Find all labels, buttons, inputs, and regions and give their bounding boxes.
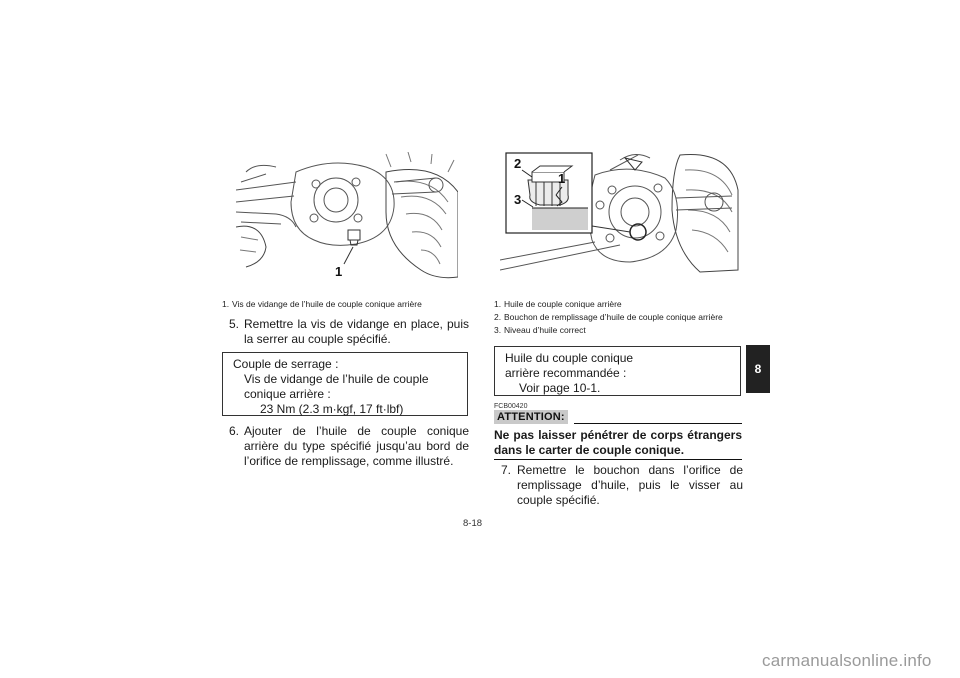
section-tab: 8 bbox=[746, 345, 770, 393]
callout-1: 1 bbox=[335, 264, 343, 279]
step-7: 7. Remettre le bouchon dans l’orifice de remplissage d’huile, puis le visser au couple spécifié. bbox=[501, 463, 743, 507]
figure-right-caption bbox=[494, 298, 744, 337]
rear-drive-drain-bolt-illustration bbox=[236, 152, 458, 282]
oil-value: Voir page 10-1. bbox=[519, 381, 601, 395]
attention-badge: ATTENTION: bbox=[494, 410, 568, 424]
page-number: 8-18 bbox=[463, 518, 483, 529]
attention-rule bbox=[574, 423, 742, 424]
attention-header bbox=[494, 410, 742, 424]
caption-row: 1. Vis de vidange de l’huile de couple conique arrière bbox=[222, 299, 422, 309]
figure-left-caption bbox=[222, 298, 472, 311]
oil-title: Huile du couple conique arrière recommandée : bbox=[505, 351, 634, 380]
callout-2: 2 bbox=[514, 156, 522, 171]
torque-spec-box bbox=[222, 352, 468, 416]
watermark: carmanualsonline.info bbox=[762, 651, 932, 670]
attention-code: FCB00420 bbox=[494, 403, 528, 410]
attention-text: Ne pas laisser pénétrer de corps étrangers dans le carter de couple conique. bbox=[494, 428, 742, 457]
torque-title: Couple de serrage : bbox=[233, 357, 339, 371]
oil-spec-box bbox=[494, 346, 741, 396]
attention-bottom-rule bbox=[494, 459, 742, 460]
caption-row: 1. Huile de couple conique arrière bbox=[494, 299, 622, 309]
callout-3: 3 bbox=[514, 192, 522, 207]
torque-value: 23 Nm (2.3 m·kgf, 17 ft·lbf) bbox=[260, 402, 404, 416]
caption-row: 2. Bouchon de remplissage d’huile de couple conique arrière bbox=[494, 312, 723, 322]
torque-item: Vis de vidange de l’huile de couple conique arrière : bbox=[244, 372, 429, 401]
rear-drive-filler-illustration bbox=[500, 150, 740, 275]
callout-1: 1 bbox=[558, 171, 566, 186]
step-5: 5. Remettre la vis de vidange en place, puis la serrer au couple spécifié. bbox=[229, 317, 469, 346]
step-6: 6. Ajouter de l’huile de couple conique arrière du type spécifié jusqu’au bord de l’orifice de remplissage, comme illustré. bbox=[229, 424, 469, 468]
caption-row: 3. Niveau d’huile correct bbox=[494, 325, 586, 335]
